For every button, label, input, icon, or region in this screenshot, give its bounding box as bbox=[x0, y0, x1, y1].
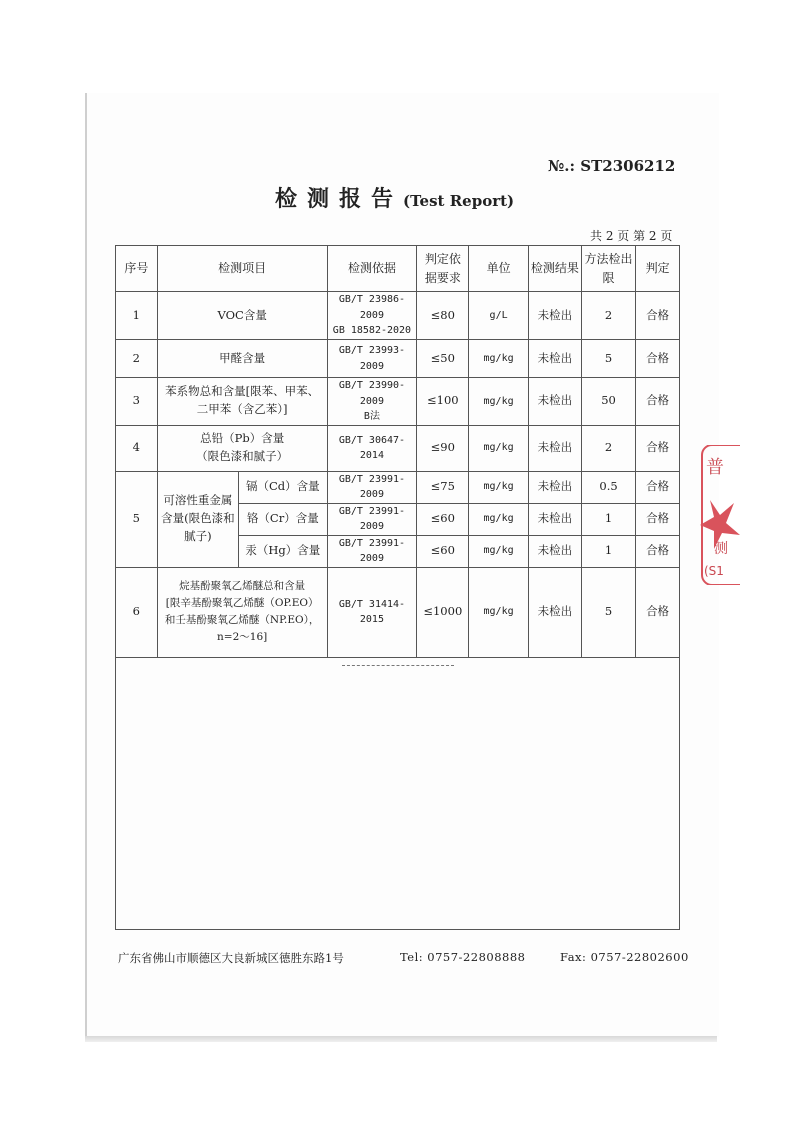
cell-no: 4 bbox=[116, 425, 158, 471]
cell-result: 未检出 bbox=[528, 378, 581, 426]
cell-item: 总铅（Pb）含量 （限色漆和腻子） bbox=[157, 425, 327, 471]
cell-req: ≤60 bbox=[417, 503, 469, 535]
page-indicator: 共 2 页 第 2 页 bbox=[590, 229, 673, 243]
cell-item: 苯系物总和含量[限苯、甲苯、二甲苯（含乙苯）] bbox=[157, 378, 327, 426]
end-marker-divider bbox=[342, 665, 454, 666]
cell-verdict: 合格 bbox=[636, 535, 680, 567]
cell-req: ≤75 bbox=[417, 471, 469, 503]
cell-item: 烷基酚聚氧乙烯醚总和含量 [限辛基酚聚氧乙烯醚（OP.EO） 和壬基酚聚氧乙烯醚（NP.EO）， n=2～16] bbox=[157, 567, 327, 657]
cell-result: 未检出 bbox=[528, 425, 581, 471]
cell-limit: 2 bbox=[581, 425, 635, 471]
cell-basis: GB/T 30647-2014 bbox=[327, 425, 417, 471]
red-seal-stamp bbox=[700, 445, 740, 585]
cell-subitem: 铬（Cr）含量 bbox=[239, 503, 328, 535]
cell-unit: mg/kg bbox=[469, 340, 528, 378]
cell-basis: GB/T 23993-2009 bbox=[327, 340, 417, 378]
cell-verdict: 合格 bbox=[636, 503, 680, 535]
cell-limit: 50 bbox=[581, 378, 635, 426]
stamp-text-1: 普 bbox=[706, 457, 724, 478]
table-row bbox=[116, 378, 680, 426]
title-chinese: 检测报告 bbox=[275, 186, 404, 212]
blank-area bbox=[115, 652, 680, 930]
footer-tel: Tel: 0757-22808888 bbox=[400, 950, 526, 964]
cell-req: ≤50 bbox=[417, 340, 469, 378]
cell-unit: mg/kg bbox=[469, 425, 528, 471]
cell-no: 5 bbox=[116, 471, 158, 567]
cell-limit: 5 bbox=[581, 340, 635, 378]
col-header: 检测结果 bbox=[528, 246, 581, 292]
cell-subitem: 镉（Cd）含量 bbox=[239, 471, 328, 503]
col-header: 检测依据 bbox=[327, 246, 417, 292]
footer-fax: Fax: 0757-22802600 bbox=[560, 950, 689, 964]
cell-no: 1 bbox=[116, 292, 158, 340]
cell-result: 未检出 bbox=[528, 340, 581, 378]
cell-limit: 5 bbox=[581, 567, 635, 657]
col-header: 判定依据要求 bbox=[417, 246, 469, 292]
table-row bbox=[116, 567, 680, 657]
report-title bbox=[275, 182, 514, 213]
cell-result: 未检出 bbox=[528, 292, 581, 340]
col-header: 单位 bbox=[469, 246, 528, 292]
cell-verdict: 合格 bbox=[636, 378, 680, 426]
cell-result: 未检出 bbox=[528, 567, 581, 657]
cell-unit: mg/kg bbox=[469, 535, 528, 567]
cell-basis: GB/T 23990-2009 B法 bbox=[327, 378, 417, 426]
sheet-edge bbox=[85, 1036, 717, 1042]
cell-verdict: 合格 bbox=[636, 425, 680, 471]
cell-req: ≤100 bbox=[417, 378, 469, 426]
col-header: 方法检出限 bbox=[581, 246, 635, 292]
cell-item: VOC含量 bbox=[157, 292, 327, 340]
cell-limit: 0.5 bbox=[581, 471, 635, 503]
cell-result: 未检出 bbox=[528, 471, 581, 503]
cell-basis: GB/T 23991-2009 bbox=[327, 503, 417, 535]
cell-unit: mg/kg bbox=[469, 378, 528, 426]
table-row bbox=[116, 425, 680, 471]
col-header: 序号 bbox=[116, 246, 158, 292]
cell-result: 未检出 bbox=[528, 535, 581, 567]
cell-basis: GB/T 31414-2015 bbox=[327, 567, 417, 657]
cell-req: ≤90 bbox=[417, 425, 469, 471]
cell-limit: 2 bbox=[581, 292, 635, 340]
report-number: №.: ST2306212 bbox=[548, 157, 676, 175]
header-row bbox=[116, 246, 680, 292]
cell-basis: GB/T 23991-2009 bbox=[327, 471, 417, 503]
title-english: (Test Report) bbox=[403, 192, 515, 210]
cell-no: 6 bbox=[116, 567, 158, 657]
footer-address: 广东省佛山市顺德区大良新城区德胜东路1号 bbox=[118, 951, 344, 965]
cell-req: ≤1000 bbox=[417, 567, 469, 657]
cell-verdict: 合格 bbox=[636, 567, 680, 657]
cell-subitem: 汞（Hg）含量 bbox=[239, 535, 328, 567]
table-row bbox=[116, 340, 680, 378]
cell-verdict: 合格 bbox=[636, 340, 680, 378]
cell-item: 甲醛含量 bbox=[157, 340, 327, 378]
results-table bbox=[115, 245, 680, 658]
cell-unit: mg/kg bbox=[469, 567, 528, 657]
table-row bbox=[116, 292, 680, 340]
cell-no: 2 bbox=[116, 340, 158, 378]
table-row bbox=[116, 471, 680, 503]
cell-limit: 1 bbox=[581, 503, 635, 535]
cell-basis: GB/T 23986-2009 GB 18582-2020 bbox=[327, 292, 417, 340]
cell-result: 未检出 bbox=[528, 503, 581, 535]
cell-unit: mg/kg bbox=[469, 471, 528, 503]
cell-basis: GB/T 23991-2009 bbox=[327, 535, 417, 567]
col-header: 判定 bbox=[636, 246, 680, 292]
cell-limit: 1 bbox=[581, 535, 635, 567]
col-header: 检测项目 bbox=[157, 246, 327, 292]
cell-item: 可溶性重金属含量(限色漆和腻子) bbox=[157, 471, 238, 567]
cell-verdict: 合格 bbox=[636, 471, 680, 503]
cell-verdict: 合格 bbox=[636, 292, 680, 340]
stamp-text-2: 测 bbox=[714, 541, 728, 557]
cell-req: ≤60 bbox=[417, 535, 469, 567]
cell-req: ≤80 bbox=[417, 292, 469, 340]
cell-no: 3 bbox=[116, 378, 158, 426]
cell-unit: mg/kg bbox=[469, 503, 528, 535]
stamp-text-3: (S1 bbox=[704, 564, 724, 578]
cell-unit: g/L bbox=[469, 292, 528, 340]
